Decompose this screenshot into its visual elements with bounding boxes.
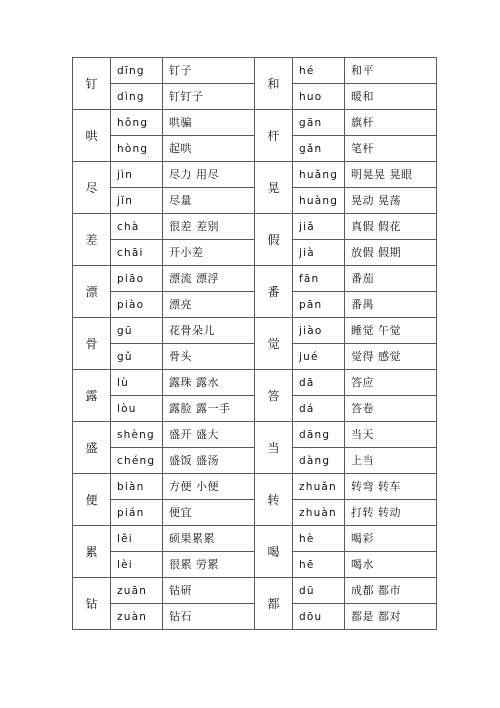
polyphone-character: 差: [73, 214, 111, 266]
example-words-cell: 便宜: [163, 500, 255, 526]
pinyin-cell: lèi: [111, 552, 163, 578]
example-words-cell: 钉钉子: [163, 84, 255, 110]
pinyin-cell: dìng: [111, 84, 163, 110]
example-words-cell: 暖和: [345, 84, 437, 110]
polyphone-character: 答: [255, 370, 293, 422]
pinyin-cell: pān: [293, 292, 345, 318]
example-words-cell: 露脸 露一手: [163, 396, 255, 422]
example-words-cell: 明晃晃 晃眼: [345, 162, 437, 188]
pinyin-cell: gū: [111, 318, 163, 344]
polyphone-character: 盛: [73, 422, 111, 474]
polyphone-character: 都: [255, 578, 293, 630]
example-words-cell: 花骨朵儿: [163, 318, 255, 344]
pinyin-cell: zhuǎn: [293, 474, 345, 500]
pinyin-cell: zuàn: [111, 604, 163, 630]
pinyin-cell: dàng: [293, 448, 345, 474]
polyphone-character: 露: [73, 370, 111, 422]
pinyin-cell: jìn: [111, 162, 163, 188]
polyphone-character: 哄: [73, 110, 111, 162]
example-words-cell: 钻石: [163, 604, 255, 630]
polyphone-character: 尽: [73, 162, 111, 214]
pinyin-cell: piào: [111, 292, 163, 318]
table-row: [73, 474, 437, 500]
polyphone-character: 钻: [73, 578, 111, 630]
table-row: [73, 214, 437, 240]
pinyin-cell: dū: [293, 578, 345, 604]
example-words-cell: 答应: [345, 370, 437, 396]
example-words-cell: 盛饭 盛汤: [163, 448, 255, 474]
pinyin-cell: gǎn: [293, 136, 345, 162]
pinyin-cell: gān: [293, 110, 345, 136]
table-row: [73, 58, 437, 84]
example-words-cell: 笔杆: [345, 136, 437, 162]
example-words-cell: 开小差: [163, 240, 255, 266]
example-words-cell: 答卷: [345, 396, 437, 422]
pinyin-cell: dā: [293, 370, 345, 396]
table-row: [73, 526, 437, 552]
pinyin-cell: fān: [293, 266, 345, 292]
pinyin-cell: huǎng: [293, 162, 345, 188]
example-words-cell: 钉子: [163, 58, 255, 84]
table-row: [73, 162, 437, 188]
pinyin-cell: lòu: [111, 396, 163, 422]
table-row: [73, 318, 437, 344]
example-words-cell: 转弯 转车: [345, 474, 437, 500]
polyphone-character: 假: [255, 214, 293, 266]
example-words-cell: 旗杆: [345, 110, 437, 136]
example-words-cell: 当天: [345, 422, 437, 448]
polyphone-table: [72, 57, 437, 630]
polyphone-character: 喝: [255, 526, 293, 578]
pinyin-cell: hòng: [111, 136, 163, 162]
pinyin-cell: hē: [293, 552, 345, 578]
pinyin-cell: gǔ: [111, 344, 163, 370]
pinyin-cell: jià: [293, 240, 345, 266]
pinyin-cell: biàn: [111, 474, 163, 500]
example-words-cell: 方便 小便: [163, 474, 255, 500]
example-words-cell: 晃动 晃荡: [345, 188, 437, 214]
pinyin-cell: dāng: [293, 422, 345, 448]
pinyin-cell: chāi: [111, 240, 163, 266]
pinyin-cell: huàng: [293, 188, 345, 214]
polyphone-character: 漂: [73, 266, 111, 318]
pinyin-cell: lěi: [111, 526, 163, 552]
example-words-cell: 露珠 露水: [163, 370, 255, 396]
pinyin-cell: jué: [293, 344, 345, 370]
polyphone-character: 钉: [73, 58, 111, 110]
pinyin-cell: chéng: [111, 448, 163, 474]
pinyin-cell: lù: [111, 370, 163, 396]
example-words-cell: 起哄: [163, 136, 255, 162]
example-words-cell: 喝彩: [345, 526, 437, 552]
pinyin-cell: pián: [111, 500, 163, 526]
pinyin-cell: hǒng: [111, 110, 163, 136]
example-words-cell: 尽量: [163, 188, 255, 214]
example-words-cell: 骨头: [163, 344, 255, 370]
pinyin-cell: hè: [293, 526, 345, 552]
pinyin-cell: jiào: [293, 318, 345, 344]
pinyin-cell: dá: [293, 396, 345, 422]
table-row: [73, 266, 437, 292]
example-words-cell: 漂流 漂浮: [163, 266, 255, 292]
polyphone-character: 骨: [73, 318, 111, 370]
example-words-cell: 很差 差别: [163, 214, 255, 240]
pinyin-cell: dōu: [293, 604, 345, 630]
polyphone-character: 当: [255, 422, 293, 474]
pinyin-cell: piāo: [111, 266, 163, 292]
polyphone-character: 番: [255, 266, 293, 318]
polyphone-character: 转: [255, 474, 293, 526]
pinyin-cell: hé: [293, 58, 345, 84]
example-words-cell: 硕果累累: [163, 526, 255, 552]
table-row: [73, 422, 437, 448]
pinyin-cell: zuān: [111, 578, 163, 604]
table-row: [73, 370, 437, 396]
example-words-cell: 上当: [345, 448, 437, 474]
example-words-cell: 觉得 感觉: [345, 344, 437, 370]
example-words-cell: 番禺: [345, 292, 437, 318]
polyphone-character: 觉: [255, 318, 293, 370]
example-words-cell: 打转 转动: [345, 500, 437, 526]
polyphone-table-body: [73, 58, 437, 630]
example-words-cell: 成都 都市: [345, 578, 437, 604]
example-words-cell: 睡觉 午觉: [345, 318, 437, 344]
example-words-cell: 哄骗: [163, 110, 255, 136]
example-words-cell: 真假 假花: [345, 214, 437, 240]
example-words-cell: 钻研: [163, 578, 255, 604]
polyphone-character: 杆: [255, 110, 293, 162]
example-words-cell: 放假 假期: [345, 240, 437, 266]
pinyin-cell: jǐn: [111, 188, 163, 214]
example-words-cell: 喝水: [345, 552, 437, 578]
polyphone-character: 和: [255, 58, 293, 110]
polyphone-character: 晃: [255, 162, 293, 214]
pinyin-cell: jiǎ: [293, 214, 345, 240]
polyphone-character: 累: [73, 526, 111, 578]
pinyin-cell: zhuàn: [293, 500, 345, 526]
example-words-cell: 很累 劳累: [163, 552, 255, 578]
example-words-cell: 漂亮: [163, 292, 255, 318]
table-row: [73, 110, 437, 136]
polyphone-character: 便: [73, 474, 111, 526]
pinyin-cell: chà: [111, 214, 163, 240]
example-words-cell: 和平: [345, 58, 437, 84]
table-row: [73, 578, 437, 604]
pinyin-cell: huo: [293, 84, 345, 110]
example-words-cell: 都是 都对: [345, 604, 437, 630]
pinyin-cell: dīng: [111, 58, 163, 84]
example-words-cell: 番茄: [345, 266, 437, 292]
pinyin-cell: shèng: [111, 422, 163, 448]
example-words-cell: 盛开 盛大: [163, 422, 255, 448]
example-words-cell: 尽力 用尽: [163, 162, 255, 188]
